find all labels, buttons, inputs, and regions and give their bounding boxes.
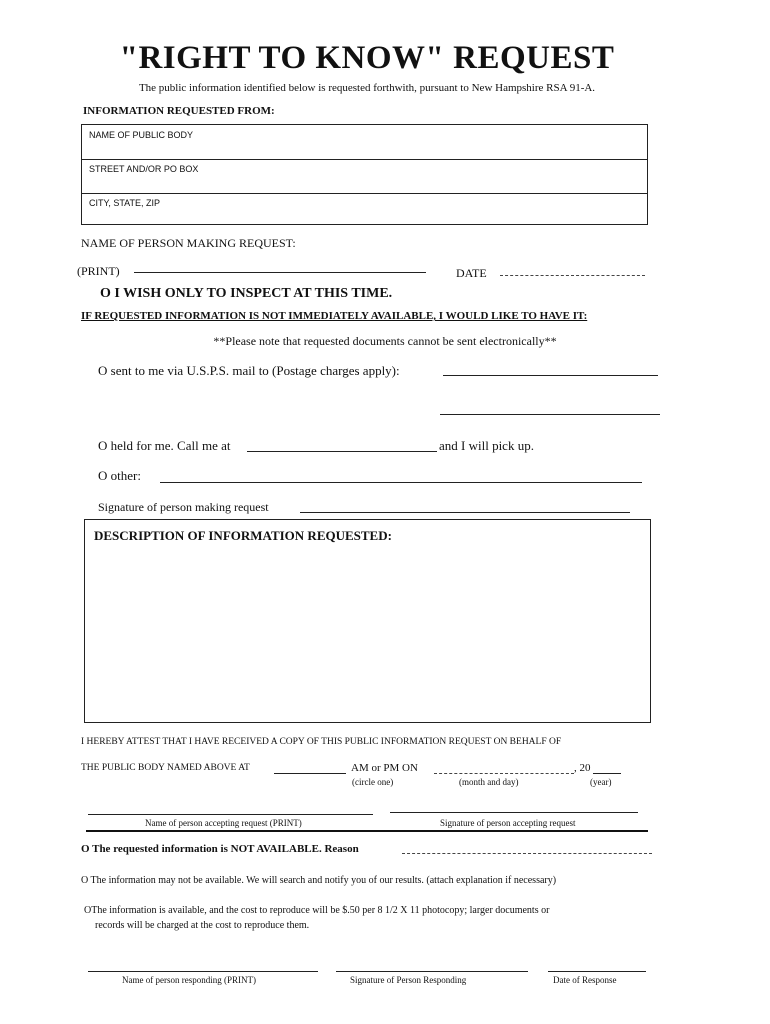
- mail-address-field-1[interactable]: [443, 375, 658, 376]
- requester-signature-field[interactable]: [300, 512, 630, 513]
- attest-line-1: I HEREBY ATTEST THAT I HAVE RECEIVED A COPY OF THIS PUBLIC INFORMATION REQUEST ON BEHALF OF: [81, 737, 562, 747]
- attest-month-day-field[interactable]: [434, 773, 574, 774]
- print-label: (PRINT): [77, 264, 120, 278]
- city-state-zip-field[interactable]: [82, 193, 647, 224]
- reason-field[interactable]: [402, 853, 652, 854]
- not-available-option[interactable]: O The requested information is NOT AVAILABLE. Reason: [81, 843, 359, 855]
- may-not-be-available-option[interactable]: O The information may not be available. We will search and notify you of our results. (attach explanation if necessary): [81, 875, 557, 886]
- inspect-only-option[interactable]: O I WISH ONLY TO INSPECT AT THIS TIME.: [100, 286, 393, 301]
- other-option[interactable]: O other:: [98, 468, 141, 483]
- city-state-zip-label: CITY, STATE, ZIP: [89, 198, 161, 208]
- responder-signature-label: Signature of Person Responding: [350, 975, 467, 985]
- street-field[interactable]: [82, 159, 647, 194]
- responder-name-label: Name of person responding (PRINT): [122, 975, 256, 985]
- street-label: STREET AND/OR PO BOX: [89, 164, 199, 174]
- phone-field[interactable]: [247, 451, 437, 452]
- accepting-signature-field[interactable]: [390, 812, 638, 813]
- mail-option[interactable]: O sent to me via U.S.P.S. mail to (Postage charges apply):: [98, 363, 400, 378]
- public-body-name-label: NAME OF PUBLIC BODY: [89, 130, 194, 140]
- available-option[interactable]: OThe information is available, and the cost to reproduce will be $.50 per 8 1/2 X 11 photocopy; larger documents or: [84, 905, 550, 916]
- available-option-line-2: records will be charged at the cost to reproduce them.: [95, 920, 310, 931]
- section-divider: [86, 830, 648, 832]
- responder-name-field[interactable]: [88, 971, 318, 972]
- other-field[interactable]: [160, 482, 642, 483]
- am-pm-label[interactable]: AM or PM ON: [351, 762, 418, 774]
- circle-one-label: (circle one): [352, 777, 394, 787]
- held-option-suffix: and I will pick up.: [439, 438, 534, 453]
- year-prefix: , 20: [574, 762, 591, 774]
- accepting-signature-label: Signature of person accepting request: [440, 818, 576, 828]
- accepting-name-field[interactable]: [88, 814, 373, 815]
- request-date-field[interactable]: [500, 275, 645, 276]
- public-body-box: [81, 124, 648, 225]
- year-label: (year): [590, 777, 612, 787]
- date-label: DATE: [456, 266, 487, 280]
- attest-line-2: THE PUBLIC BODY NAMED ABOVE AT: [81, 763, 250, 773]
- response-date-field[interactable]: [548, 971, 646, 972]
- responder-signature-field[interactable]: [336, 971, 528, 972]
- month-day-label: (month and day): [459, 777, 519, 787]
- mail-address-field-2[interactable]: [440, 414, 660, 415]
- requester-signature-label: Signature of person making request: [98, 500, 269, 514]
- electronic-note: **Please note that requested documents cannot be sent electronically**: [213, 334, 557, 348]
- requester-name-field[interactable]: [134, 272, 426, 273]
- held-option[interactable]: O held for me. Call me at: [98, 438, 231, 453]
- info-requested-heading: INFORMATION REQUESTED FROM:: [83, 105, 275, 117]
- accepting-name-label: Name of person accepting request (PRINT): [145, 818, 302, 828]
- attest-time-field[interactable]: [274, 773, 346, 774]
- requester-name-label: NAME OF PERSON MAKING REQUEST:: [81, 236, 296, 250]
- form-subtitle: The public information identified below is requested forthwith, pursuant to New Hampshire RSA 91-A.: [138, 82, 596, 94]
- form-title: "RIGHT TO KNOW" REQUEST: [119, 40, 615, 76]
- attest-year-field[interactable]: [593, 773, 621, 774]
- description-box[interactable]: [84, 519, 651, 723]
- description-heading: DESCRIPTION OF INFORMATION REQUESTED:: [94, 528, 392, 543]
- not-available-heading: IF REQUESTED INFORMATION IS NOT IMMEDIATELY AVAILABLE, I WOULD LIKE TO HAVE IT:: [81, 310, 588, 322]
- public-body-name-field[interactable]: [82, 125, 647, 160]
- response-date-label: Date of Response: [553, 975, 617, 985]
